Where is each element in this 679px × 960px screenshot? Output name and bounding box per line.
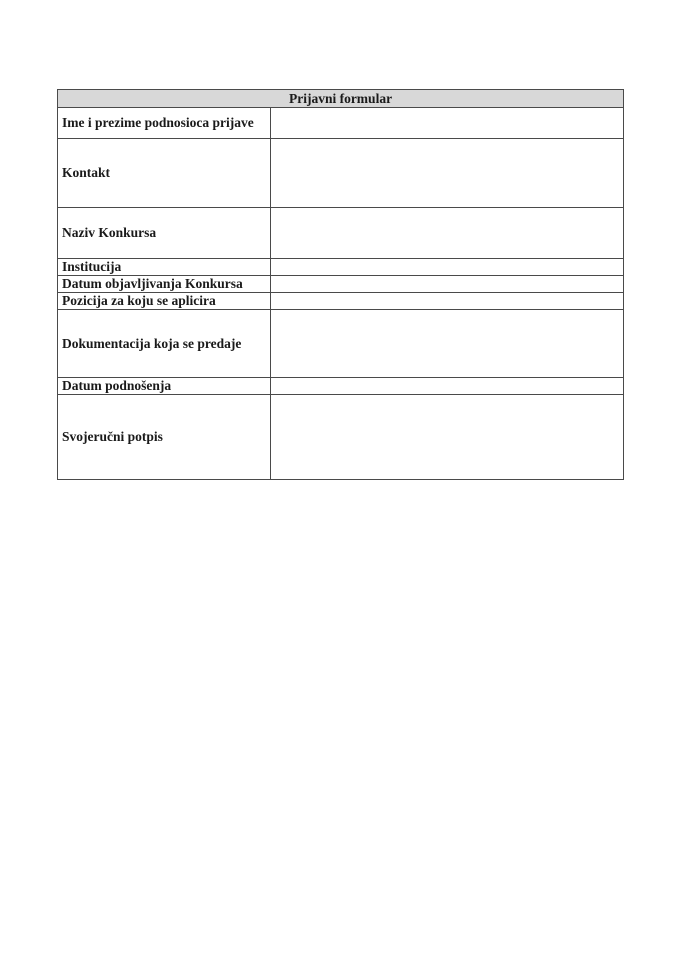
row-value-institution [271, 259, 624, 276]
application-form-table [57, 89, 624, 480]
table-row [58, 378, 624, 395]
row-value-name [271, 108, 624, 139]
row-value-documentation [271, 310, 624, 378]
row-label-documentation: Dokumentacija koja se predaje [58, 310, 271, 378]
table-row [58, 139, 624, 208]
row-label-publication-date: Datum objavljivanja Konkursa [58, 276, 271, 293]
table-row [58, 108, 624, 139]
row-label-contact: Kontakt [58, 139, 271, 208]
row-value-competition-name [271, 208, 624, 259]
row-value-position [271, 293, 624, 310]
table-row [58, 276, 624, 293]
row-label-institution: Institucija [58, 259, 271, 276]
form-title: Prijavni formular [58, 90, 624, 108]
table-row [58, 208, 624, 259]
row-label-signature: Svojeručni potpis [58, 395, 271, 480]
row-label-submission-date: Datum podnošenja [58, 378, 271, 395]
table-row [58, 395, 624, 480]
table-row [58, 310, 624, 378]
table-header-row [58, 90, 624, 108]
table-row [58, 259, 624, 276]
row-label-position: Pozicija za koju se aplicira [58, 293, 271, 310]
row-value-signature [271, 395, 624, 480]
row-label-name: Ime i prezime podnosioca prijave [58, 108, 271, 139]
row-value-contact [271, 139, 624, 208]
row-value-submission-date [271, 378, 624, 395]
row-label-competition-name: Naziv Konkursa [58, 208, 271, 259]
table-row [58, 293, 624, 310]
row-value-publication-date [271, 276, 624, 293]
